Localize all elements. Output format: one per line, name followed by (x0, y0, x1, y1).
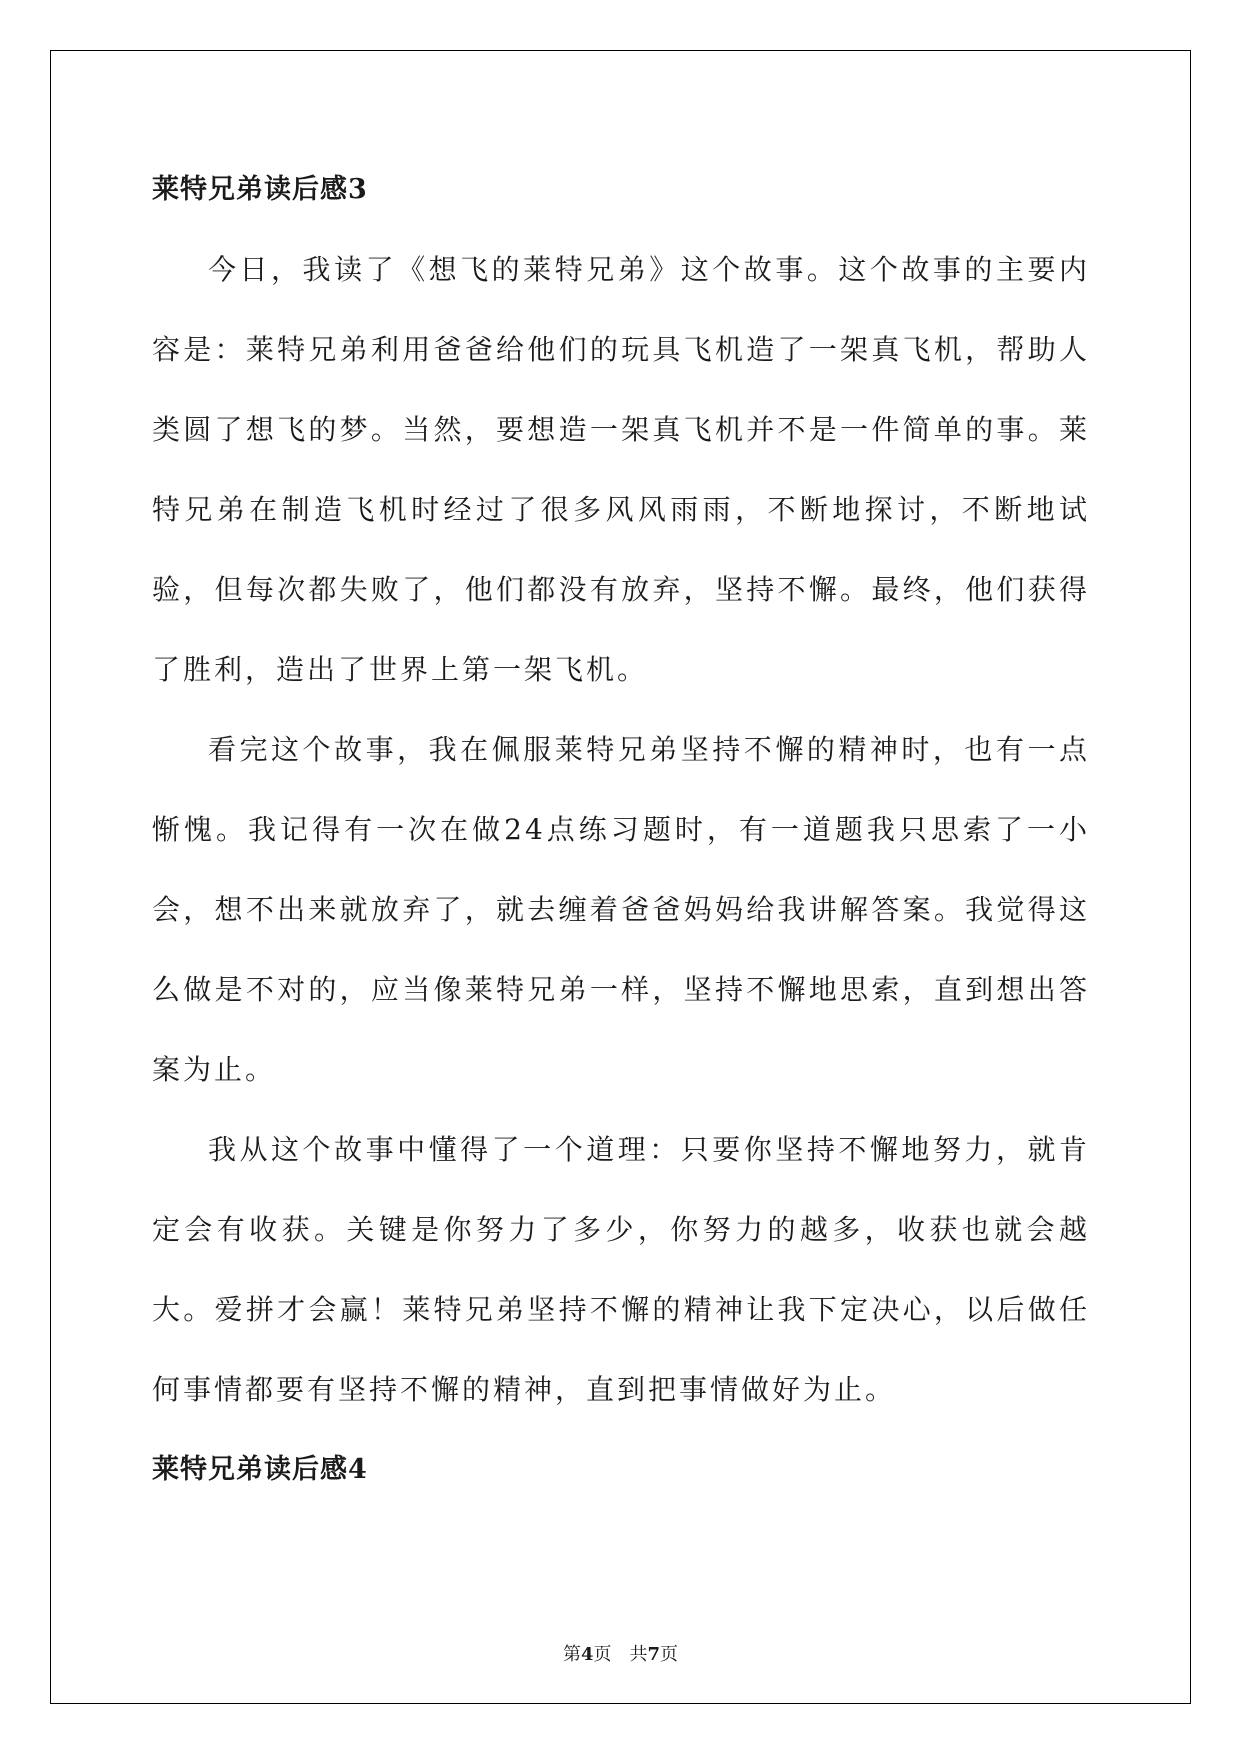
section-title: 莱特兄弟读后感4 (152, 1454, 368, 1485)
page-number-prefix: 第 (562, 1644, 581, 1665)
page-footer (0, 1643, 1241, 1667)
page-number-current: 4 (580, 1644, 594, 1665)
page-total-suffix: 页 (660, 1644, 679, 1665)
body-paragraph: 我从这个故事中懂得了一个道理：只要你坚持不懈地努力，就肯定会有收获。关键是你努力了多少，你努力的越多，收获也就会越大。爱拼才会赢！莱特兄弟坚持不懈的精神让我下定决心，以后做任何事情都要有坚持不懈的精神，直到把事情做好为止。 (152, 1133, 1090, 1406)
body-paragraph: 看完这个故事，我在佩服莱特兄弟坚持不懈的精神时，也有一点惭愧。我记得有一次在做24点练习题时，有一道题我只思索了一小会，想不出来就放弃了，就去缠着爸爸妈妈给我讲解答案。我觉得这么做是不对的，应当像莱特兄弟一样，坚持不懈地思索，直到想出答案为止。 (152, 733, 1090, 1086)
page-number-suffix: 页 (593, 1644, 612, 1665)
page-number-total: 7 (647, 1644, 661, 1665)
document-body (152, 150, 1090, 1510)
body-paragraph: 今日，我读了《想飞的莱特兄弟》这个故事。这个故事的主要内容是：莱特兄弟利用爸爸给他们的玩具飞机造了一架真飞机，帮助人类圆了想飞的梦。当然，要想造一架真飞机并不是一件简单的事。莱特兄弟在制造飞机时经过了很多风风雨雨，不断地探讨，不断地试验，但每次都失败了，他们都没有放弃，坚持不懈。最终，他们获得了胜利，造出了世界上第一架飞机。 (152, 253, 1090, 686)
section-title: 莱特兄弟读后感3 (152, 174, 368, 205)
page-total-prefix: 共 (629, 1644, 648, 1665)
